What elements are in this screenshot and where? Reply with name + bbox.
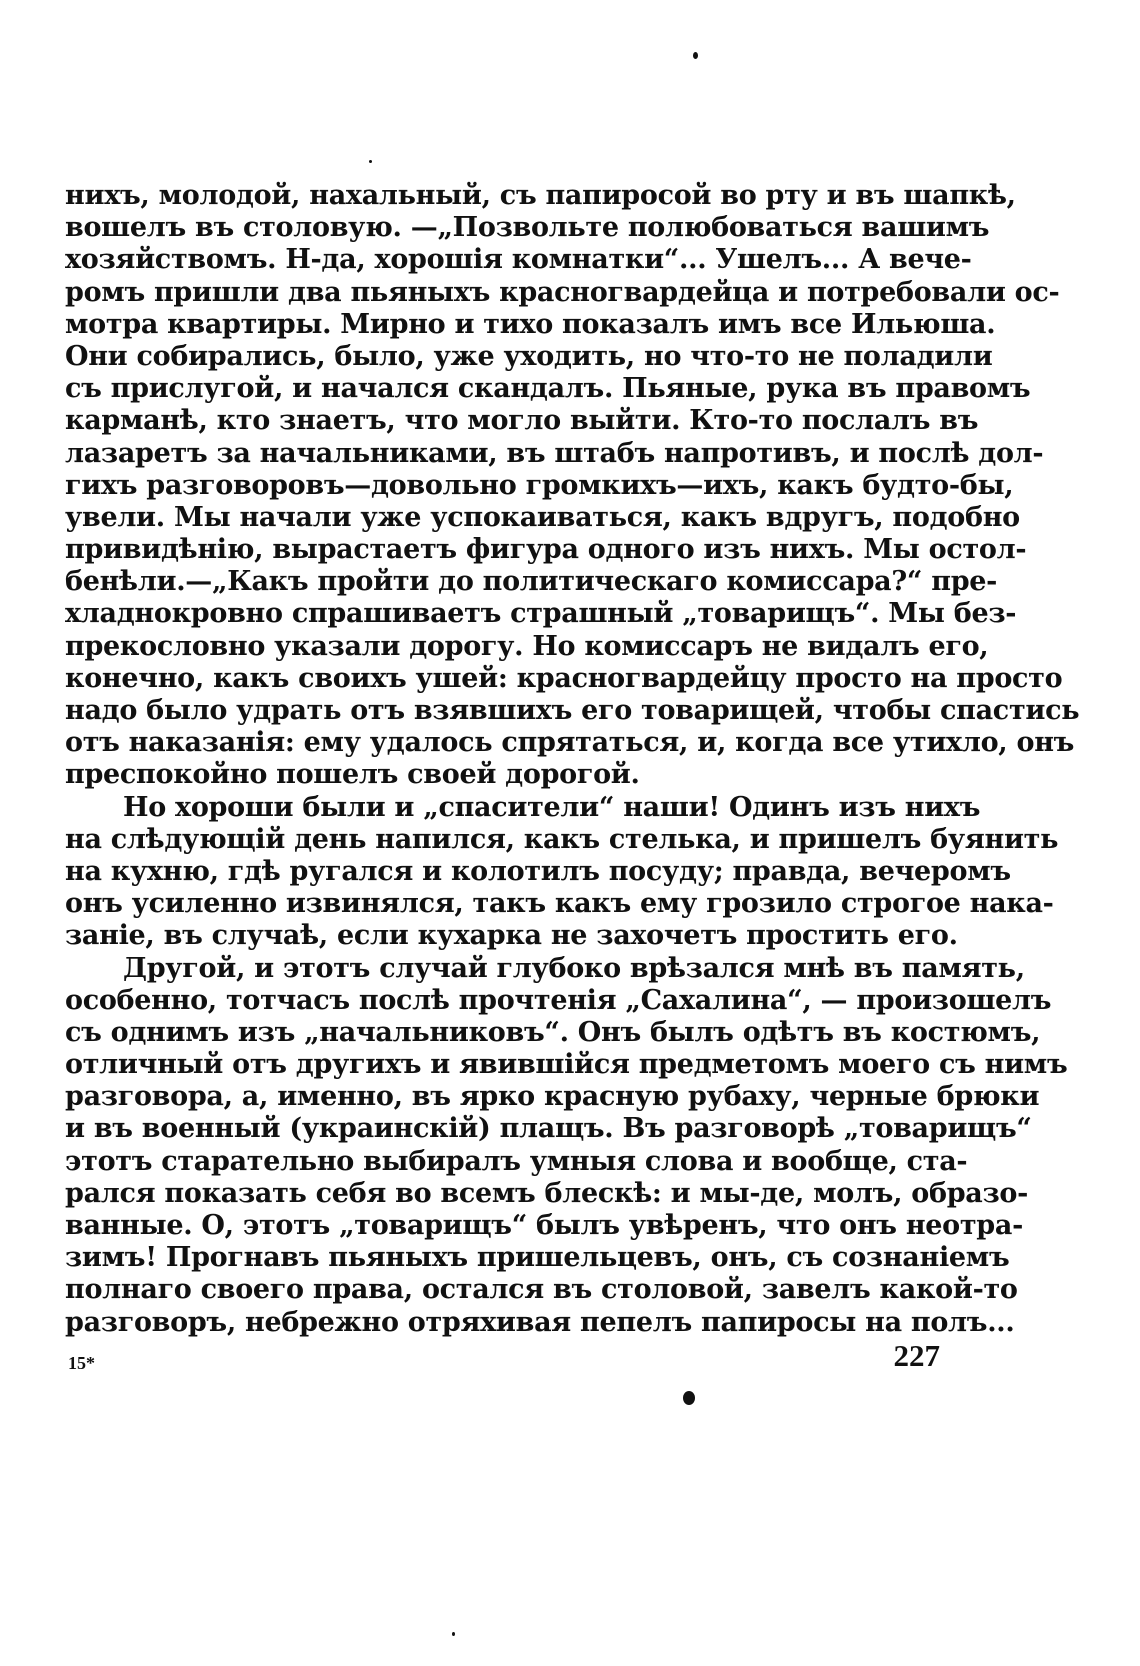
text-line: отъ наказанія: ему удалось спрятаться, и, когда все утихло, онъ (65, 727, 1075, 759)
ink-speck (693, 52, 698, 59)
text-line: нихъ, молодой, нахальный, съ папиросой во рту и въ шапкѣ, (65, 180, 1016, 211)
text-line: полнаго своего права, остался въ столовой, завелъ какой-то (65, 1274, 1018, 1306)
text-line: Но хороши были и „спасители“ наши! Одинъ изъ нихъ (123, 791, 981, 823)
text-line: съ однимъ изъ „начальниковъ“. Онъ былъ одѣтъ въ костюмъ, (65, 1016, 1041, 1048)
text-line: мотра квартиры. Мирно и тихо показалъ имъ все Ильюша. (65, 308, 996, 340)
text-line: этотъ старательно выбиралъ умныя слова и вообще, ста- (65, 1145, 968, 1177)
text-line: карманѣ, кто знаетъ, что могло выйти. Кто-то послалъ въ (65, 405, 979, 437)
text-line: вошелъ въ столовую. —„Позвольте полюбоваться вашимъ (65, 212, 990, 244)
text-line: рался показать себя во всемъ блескѣ: и мы-де, молъ, образо- (65, 1177, 1029, 1209)
text-line: преспокойно пошелъ своей дорогой. (65, 759, 640, 791)
text-line: онъ усиленно извинялся, такъ какъ ему грозило строгое нака- (65, 888, 1054, 920)
text-line: конечно, какъ своихъ ушей: красногвардейцу просто на просто (65, 662, 1063, 694)
ink-speck (683, 1391, 695, 1405)
text-line: отличный отъ другихъ и явившійся предметомъ моего съ нимъ (65, 1049, 1068, 1081)
ink-speck (452, 1632, 455, 1636)
text-line: прекословно указали дорогу. Но комиссаръ не видалъ его, (65, 630, 989, 662)
text-line: привидѣнію, вырастаетъ фигура одного изъ нихъ. Мы остол- (65, 534, 1027, 566)
text-line: Они собирались, было, уже уходить, но что-то не поладили (65, 340, 993, 372)
text-line: на кухню, гдѣ ругался и колотилъ посуду; правда, вечеромъ (65, 855, 1011, 887)
text-line: съ прислугой, и начался скандалъ. Пьяные, рука въ правомъ (65, 373, 1031, 405)
signature-mark: 15* (68, 1353, 95, 1373)
text-line: хладнокровно спрашиваетъ страшный „товарищъ“. Мы без- (65, 598, 1017, 630)
text-line: разговоръ, небрежно отряхивая пепелъ папиросы на полъ... (65, 1306, 1015, 1338)
text-line: Другой, и этотъ случай глубоко врѣзался мнѣ въ память, (123, 952, 1025, 984)
ink-speck (369, 160, 372, 163)
text-line: гихъ разговоровъ—довольно громкихъ—ихъ, какъ будто-бы, (65, 469, 1014, 501)
text-line: ромъ пришли два пьяныхъ красногвардейца и потребовали ос- (65, 276, 1060, 308)
text-line: лазаретъ за начальниками, въ штабъ напротивъ, и послѣ дол- (65, 437, 1044, 469)
text-line: заніе, въ случаѣ, если кухарка не захочетъ простить его. (65, 920, 958, 952)
text-line: увели. Мы начали уже успокаиваться, какъ вдругъ, подобно (65, 501, 1020, 533)
text-line: бенѣли.—„Какъ пройти до политическаго комиссара?“ пре- (65, 566, 998, 598)
text-line: надо было удрать отъ взявшихъ его товарищей, чтобы спастись (65, 695, 1080, 726)
text-line: зимъ! Прогнавъ пьяныхъ пришельцевъ, онъ, съ сознаніемъ (65, 1242, 1010, 1274)
body-text (65, 180, 1080, 1339)
page-number: 227 (893, 1338, 940, 1373)
text-line: ванные. О, этотъ „товарищъ“ былъ увѣренъ, что онъ неотра- (65, 1210, 1023, 1241)
text-line: и въ военный (украинскій) плащъ. Въ разговорѣ „товарищъ“ (65, 1113, 1032, 1145)
text-line: на слѣдующій день напился, какъ стелька, и пришелъ буянить (65, 823, 1059, 855)
text-line: особенно, тотчасъ послѣ прочтенія „Сахалина“, — произошелъ (65, 984, 1052, 1016)
text-line: разговора, а, именно, въ ярко красную рубаху, черные брюки (65, 1081, 1040, 1113)
text-line: хозяйствомъ. Н-да, хорошія комнатки“... Ушелъ... А вече- (65, 244, 972, 276)
